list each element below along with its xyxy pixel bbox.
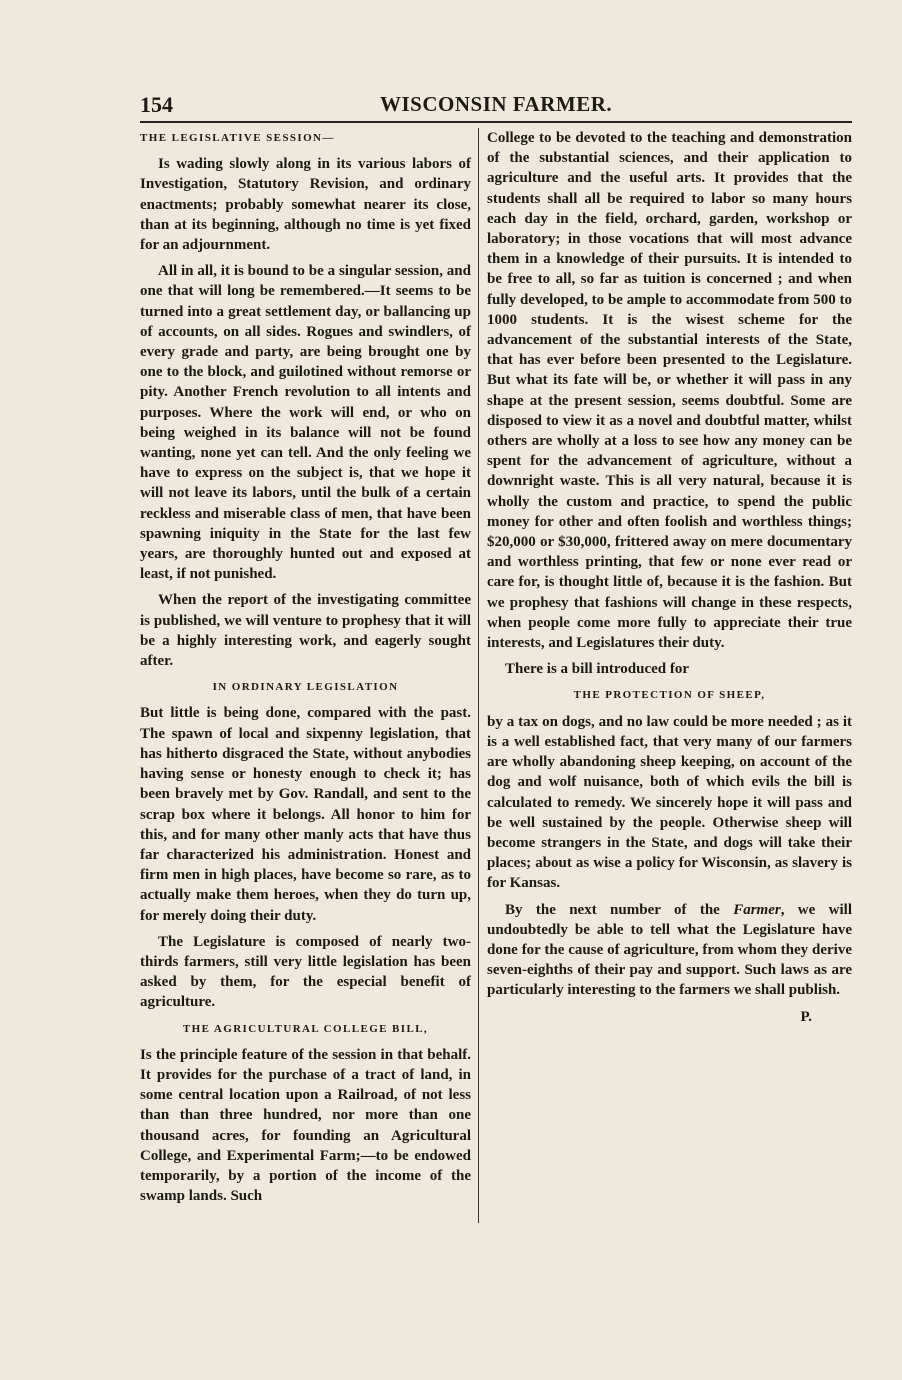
column-divider <box>478 128 479 1223</box>
paragraph: All in all, it is bound to be a singular session, and one that will long be remembered.—It seems to be turned into a great settlement day, or ballancing up of accounts, on all sides. Rogues and swindlers, of every grade and party, are being brought one by one to the block, and guilotined without remorse or pity. Another French revolution to all intents and purposes. Where the work will end, or who on being weighed in its balance will not be found wanting, none yet can tell. And the only feeling we have to express on the subject is, that we hope it will not leave its labors, until the bulk of a certain reckless and miserable class of men, that have been spawning iniquity in the State for the last few years, are thoroughly hunted out and exposed at least, if not punished. <box>140 263 471 583</box>
italic-title: Farmer <box>733 901 781 918</box>
section-heading-sheep: THE PROTECTION OF SHEEP, <box>573 689 766 702</box>
header-rule <box>140 121 852 123</box>
paragraph: When the report of the investigating committee is published, we will venture to prophesy that it will be a highly interesting work, and eagerly sought after. <box>140 592 471 670</box>
page-number: 154 <box>140 92 173 117</box>
section-heading-college: THE AGRICULTURAL COLLEGE BILL, <box>182 1022 429 1035</box>
page-header <box>140 92 852 122</box>
paragraph: Is the principle feature of the session in that behalf. It provides for the purchase of a tract of land, in some central location upon a Railroad, of not less than than three hundred, nor more than one thousand acres, for founding an Agricultural College, and Experimental Farm;—to be endowed temporarily, by a portion of the income of the swamp lands. Such <box>140 1046 471 1205</box>
text-run: , we will undoubtedly be able to tell what the Legislature have done for the cause of agriculture, from whom they derive seven-eighths of their pay and support. Such laws as are particularly interesting to the farmers we shall publish. <box>487 901 852 999</box>
signature: P. <box>800 1008 812 1025</box>
text-run: By the next number of the <box>505 901 734 918</box>
paragraph <box>487 900 852 1001</box>
section-heading-ordinary: IN ORDINARY LEGISLATION <box>212 681 399 694</box>
paragraph: College to be devoted to the teaching and demonstration of the substantial sciences, and their application to agriculture and the useful arts. It provides that the students shall all be required to labor so many hours each day in the field, orchard, garden, workshop or laboratory; in those vocations that will most advance them in a knowledge of their pursuits. It is intended to be free to all, so far as tuition is concerned ; and when fully developed, to be ample to accommodate from 500 to 1000 students. It is the wisest scheme for the advancement of the substantial interests of the State, that has ever before been presented to the Legislature. But what its fate will be, or whether it will pass in any shape at the present session, seems doubtful. Some are disposed to view it as a novel and doubtful matter, whilst others are wholly at a loss to see how any money can be spent for the advancement of agriculture, without a downright waste. This is all very natural, because it is wholly the custom and practice, to spend the public money for other and often foolish and worthless things; $20,000 or $30,000, frittered away on mere documentary and worthless printing, that few or none ever read or care for, is thought little of, because it is the fashion. But we prophesy that fashions will change in these respects, when people come more fully to appreciate their true interests, and Legislatures their duty. <box>487 130 852 652</box>
section-heading-session: THE LEGISLATIVE SESSION— <box>140 132 335 144</box>
paragraph: Is wading slowly along in its various labors of Investigation, Statutory Revision, and ordinary enactments; probably somewhat nearer its close, than at its beginning, although no time is yet fixed for an adjournment. <box>140 156 471 254</box>
right-column <box>487 128 852 1027</box>
paragraph: But little is being done, compared with the past. The spawn of local and sixpenny legislation, that has hitherto disgraced the State, without anybodies having sense or honesty enough to check it; has been bravely met by Gov. Randall, and sent to the scrap box where it belongs. All honor to him for this, and for many other manly acts that have thus far characterized his administration. Honest and firm men in high places, have become so rare, as to actually make them heroes, when they do turn up, for merely doing their duty. <box>140 705 471 924</box>
paragraph: There is a bill introduced for <box>505 661 690 678</box>
left-column <box>140 128 471 1212</box>
paragraph: by a tax on dogs, and no law could be more needed ; as it is a well established fact, that very many of our farmers are wholly abandoning sheep keeping, on account of the dog and wolf nuisance, both of which evils the bill is calculated to remedy. We sincerely hope it will pass and be well sustained by the people. Otherwise sheep will become strangers in the State, and dogs will take their places; about as wise a policy for Wisconsin, as slavery is for Kansas. <box>487 713 852 892</box>
running-title: WISCONSIN FARMER. <box>380 92 613 116</box>
paragraph: The Legislature is composed of nearly two-thirds farmers, still very little legislation has been asked by them, for the especial benefit of agriculture. <box>140 933 471 1011</box>
